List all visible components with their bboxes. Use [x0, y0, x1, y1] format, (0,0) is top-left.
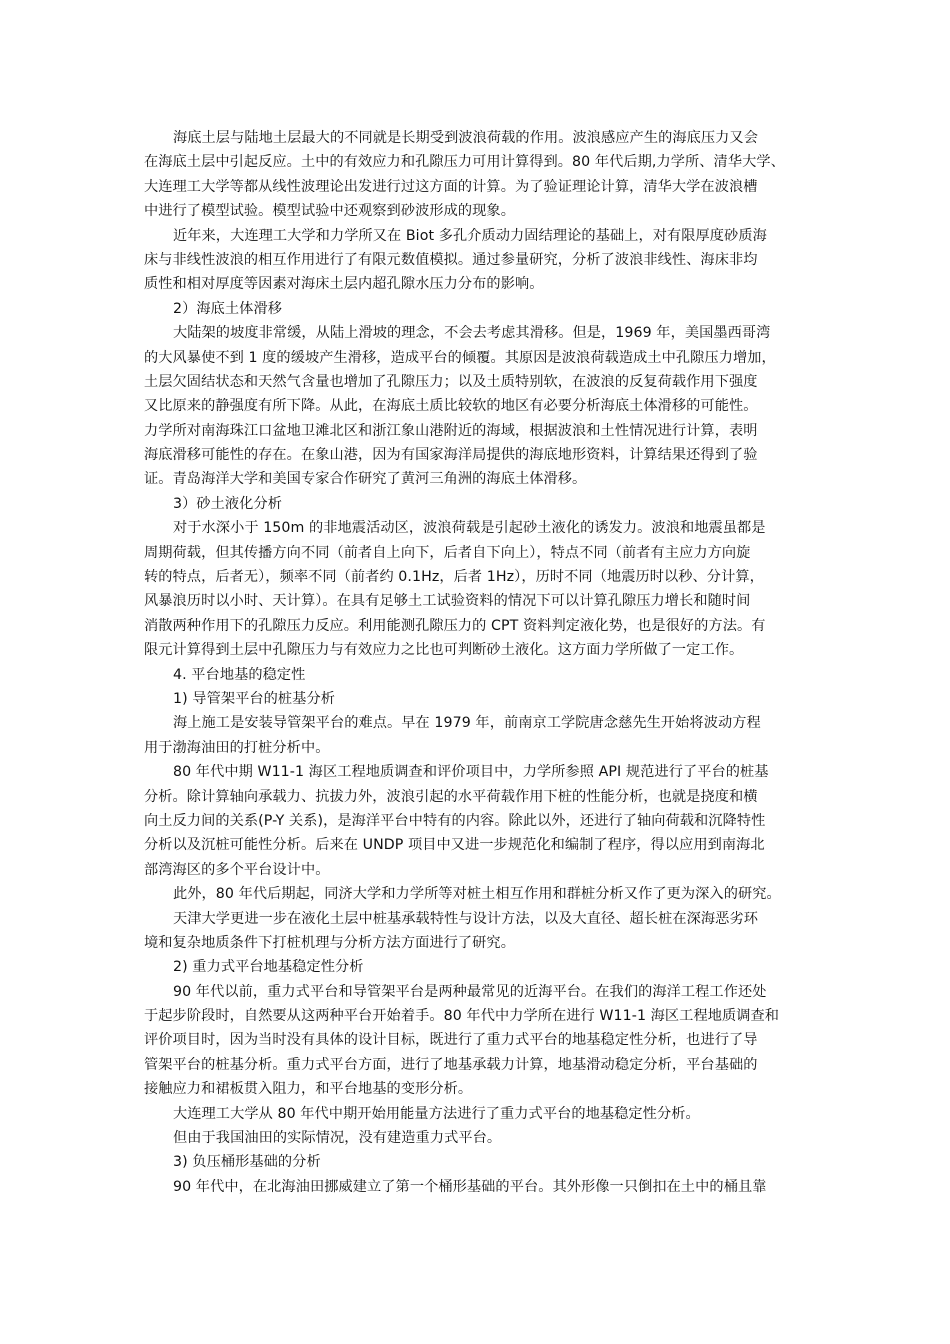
text-line: 用于渤海油田的打桩分析中。	[144, 739, 330, 756]
text-line: 海底土层与陆地土层最大的不同就是长期受到波浪荷载的作用。波浪感应产生的海底压力又会	[173, 130, 758, 146]
text-line: 80 年代中期 W11-1 海区工程地质调查和评价项目中，力学所参照 API 规范进行了平台的桩基	[173, 764, 769, 781]
text-line: 大连理工大学从 80 年代中期开始用能量方法进行了重力式平台的地基稳定性分析。	[173, 1105, 700, 1122]
text-line: 此外，80 年代后期起，同济大学和力学所等对桩土相互作用和群桩分析又作了更为深入的研究。	[173, 886, 781, 903]
text-line: 4. 平台地基的稳定性	[173, 666, 306, 683]
text-line: 海底滑移可能性的存在。在象山港，因为有国家海洋局提供的海底地形资料，计算结果还得到了验	[144, 447, 758, 464]
text-line: 中进行了模型试验。模型试验中还观察到砂波形成的现象。	[144, 203, 515, 220]
document-body	[144, 126, 816, 1199]
text-line: 风暴浪历时以小时、天计算）。在具有足够土工试验资料的情况下可以计算孔隙压力增长和随时间	[144, 593, 751, 610]
text-line: 大陆架的坡度非常缓，从陆上滑坡的理念，不会去考虑其滑移。但是，1969 年，美国墨西哥湾	[173, 325, 771, 342]
text-line: 在海底土层中引起反应。土中的有效应力和孔隙压力可用计算得到。80 年代后期,力学所、清华大学、	[144, 154, 785, 171]
text-line: 床与非线性波浪的相互作用进行了有限元数值模拟。通过参量研究，分析了波浪非线性、海床非均	[144, 251, 758, 268]
text-line: 评价项目时，因为当时没有具体的设计目标，既进行了重力式平台的地基稳定性分析，也进行了导	[144, 1032, 758, 1049]
text-line: 又比原来的静强度有所下降。从此，在海底土质比较软的地区有必要分析海底土体滑移的可能性。	[144, 398, 758, 415]
text-line: 2）海底土体滑移	[173, 300, 282, 317]
text-line: 但由于我国油田的实际情况，没有建造重力式平台。	[173, 1130, 502, 1147]
text-line: 质性和相对厚度等因素对海床土层内超孔隙水压力分布的影响。	[144, 276, 544, 293]
text-line: 天津大学更进一步在液化土层中桩基承载特性与设计方法，以及大直径、超长桩在深海恶劣环	[173, 910, 758, 927]
text-line: 近年来，大连理工大学和力学所又在 Biot 多孔介质动力固结理论的基础上，对有限厚度砂质海	[173, 227, 767, 244]
text-line: 的大风暴使不到 1 度的缓坡产生滑移，造成平台的倾覆。其原因是波浪荷载造成土中孔隙压力增加，	[144, 349, 776, 366]
text-line: 土层欠固结状态和天然气含量也增加了孔隙压力；以及土质特别软，在波浪的反复荷载作用下强度	[144, 373, 758, 390]
text-line: 限元计算得到土层中孔隙压力与有效应力之比也可判断砂土液化。这方面力学所做了一定工作。	[144, 642, 744, 659]
text-line: 2) 重力式平台地基稳定性分析	[173, 959, 364, 976]
text-line: 周期荷载，但其传播方向不同（前者自上向下，后者自下向上），特点不同（前者有主应力方向旋	[144, 544, 751, 561]
text-line: 大连理工大学等都从线性波理论出发进行过这方面的计算。为了验证理论计算，清华大学在波浪槽	[144, 178, 758, 195]
text-line: 境和复杂地质条件下打桩机理与分析方法方面进行了研究。	[144, 934, 515, 951]
text-line: 分析。除计算轴向承载力、抗拔力外，波浪引起的水平荷载作用下桩的性能分析，也就是挠度和横	[144, 788, 758, 805]
text-line: 3) 负压桶形基础的分析	[173, 1154, 321, 1171]
text-line: 部湾海区的多个平台设计中。	[144, 861, 330, 878]
text-line: 向土反力间的关系(P-Y 关系)，是海洋平台中特有的内容。除此以外，还进行了轴向荷载和沉降特性	[144, 812, 766, 829]
text-line: 3）砂土液化分析	[173, 495, 282, 512]
text-line: 证。青岛海洋大学和美国专家合作研究了黄河三角洲的海底土体滑移。	[144, 471, 587, 488]
text-line: 90 年代以前，重力式平台和导管架平台是两种最常见的近海平台。在我们的海洋工程工作还处	[173, 983, 767, 1000]
text-line: 90 年代中，在北海油田挪威建立了第一个桶形基础的平台。其外形像一只倒扣在土中的桶且靠	[173, 1178, 767, 1195]
text-line: 管架平台的桩基分析。重力式平台方面，进行了地基承载力计算，地基滑动稳定分析，平台基础的	[144, 1056, 758, 1073]
text-line: 力学所对南海珠江口盆地卫滩北区和浙江象山港附近的海域，根据波浪和土性情况进行计算，表明	[144, 422, 758, 439]
text-line: 对于水深小于 150m 的非地震活动区，波浪荷载是引起砂土液化的诱发力。波浪和地震虽都是	[173, 520, 766, 537]
text-line: 接触应力和裙板贯入阻力，和平台地基的变形分析。	[144, 1081, 473, 1098]
text-line: 消散两种作用下的孔隙压力反应。利用能测孔隙压力的 CPT 资料判定液化势，也是很好的方法。有	[144, 617, 766, 634]
text-line: 海上施工是安装导管架平台的难点。早在 1979 年，前南京工学院唐念慈先生开始将波动方程	[173, 715, 761, 732]
text-line: 于起步阶段时，自然要从这两种平台开始着手。80 年代中力学所在进行 W11-1 海区工程地质调查和	[144, 1008, 780, 1025]
text-line: 转的特点，后者无），频率不同（前者约 0.1Hz，后者 1Hz），历时不同（地震历时以秒、分计算，	[144, 569, 764, 586]
text-line: 分析以及沉桩可能性分析。后来在 UNDP 项目中又进一步规范化和编制了程序，得以应用到南海北	[144, 837, 765, 854]
text-line: 1) 导管架平台的桩基分析	[173, 690, 335, 707]
